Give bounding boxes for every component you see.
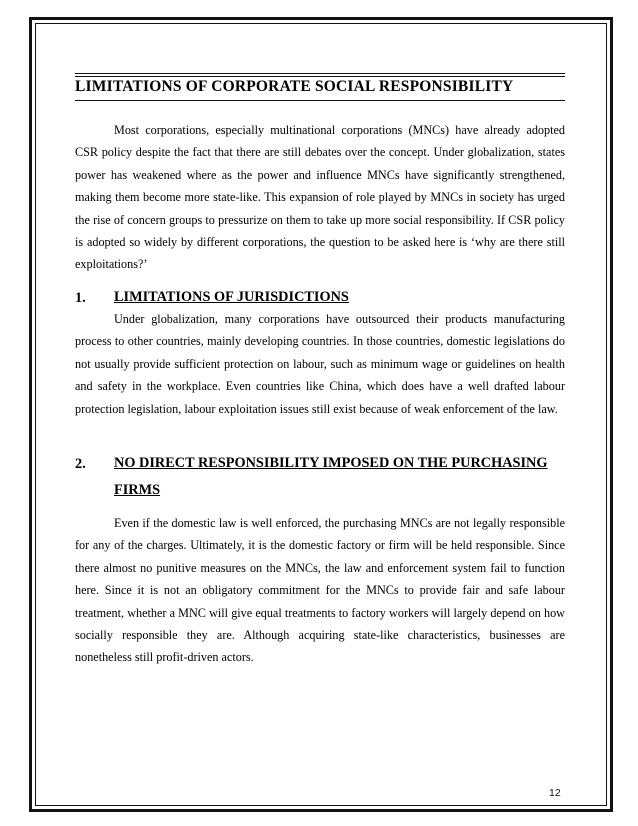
title-rule-top [75, 73, 565, 74]
section-2-title: NO DIRECT RESPONSIBILITY IMPOSED ON THE PURCHASING FIRMS [114, 455, 548, 498]
document-title: LIMITATIONS OF CORPORATE SOCIAL RESPONSIBILITY [75, 78, 514, 95]
intro-paragraph: Most corporations, especially multinational corporations (MNCs) have already adopted CSR policy despite the fact that there are still debates over the concept. Under globalization, states power has weakened where as the power and influence MNCs have significantly strengthened, making them become more state-like. This expansion of role played by MNCs in society has urged the rise of concern groups to pressurize on them to take up more social responsibility. If CSR policy is adopted so widely by different corporations, the question to be asked here is ‘why are there still exploitations?’ [75, 123, 565, 272]
section-1-paragraph: Under globalization, many corporations have outsourced their products manufacturing process to other countries, mainly developing countries. In those countries, domestic legislations do not usually provide sufficient protection on labour, such as minimum wage or guidelines on health and safety in the workplace. Even countries like China, which does have a well drafted labour protection legislation, labour exploitation issues still exist because of weak enforcement of the law. [75, 312, 565, 416]
section-2-paragraph: Even if the domestic law is well enforced, the purchasing MNCs are not legally responsible for any of the charges. Ultimately, it is the domestic factory or firm will be held responsible. Since there almost no punitive measures on the MNCs, the law and enforcement system fail to function here. Since it is not an obligatory commitment for the MNCs to provide fair and safe labour treatment, whether a MNC will give equal treatments to factory workers will largely depend on how socially responsible they are. Although acquiring state-like characteristics, businesses are nonetheless still profit-driven actors. [75, 516, 565, 665]
title-rule-bottom [75, 100, 565, 101]
title-rule-top-thin [75, 76, 565, 77]
page-number: 12 [549, 787, 561, 799]
section-2-number: 2. [75, 456, 86, 472]
section-1-number: 1. [75, 290, 86, 306]
section-1-title: LIMITATIONS OF JURISDICTIONS [114, 289, 349, 305]
